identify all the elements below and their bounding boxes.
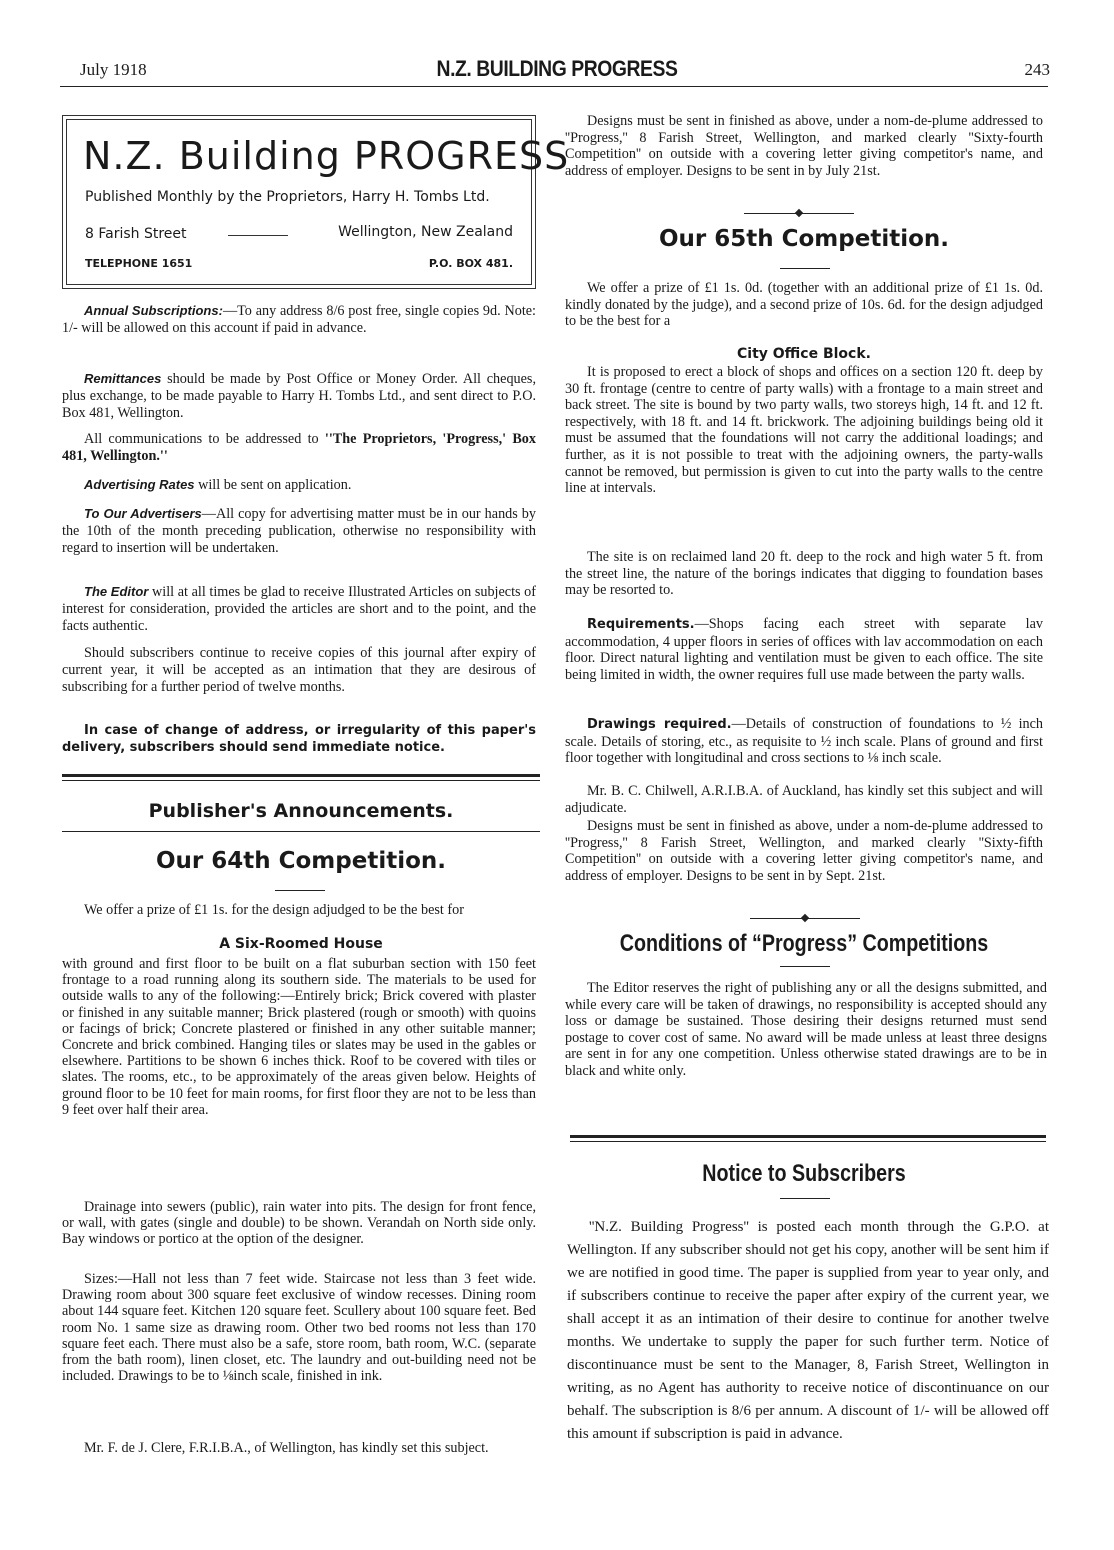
notice-short-rule: [780, 1198, 830, 1199]
advertisers-notice: [62, 505, 536, 557]
ornament-1: [744, 213, 854, 214]
subscriptions-notice: [62, 302, 536, 337]
advertisers-lead: To Our Advertisers: [84, 506, 202, 521]
comp65-heading: Our 65th Competition.: [658, 226, 950, 252]
comp64-short-rule: [275, 890, 325, 891]
masthead-dash: [228, 235, 288, 236]
notice-text: ''N.Z. Building Progress'' is posted each month through the G.P.O. at Wellington. If any subscriber should not get his copy, another will be sent him if we are notified in good time. The paper is supplied from year to year only, and if subscribers continue to receive the paper after expiry of the current year, we shall accept it as an intimation of their desire to continue for another twelve months. We undertake to supply the paper for such further term. Notice of discontinuance must be sent to the Manager, 8, Farish Street, Wellington in writing, as no Agent has authority to receive notice of discontinuance on our behalf. The subscription is 8/6 per annum. A discount of 1/- will be allowed off this amount if subscription is paid in advance.: [567, 1219, 1049, 1442]
masthead-publisher: Published Monthly by the Proprietors, Harry H. Tombs Ltd.: [85, 189, 490, 205]
masthead-po-box: P.O. BOX 481.: [428, 257, 513, 270]
advertising-notice: [62, 476, 536, 494]
subscriptions-lead: Annual Subscriptions:: [84, 303, 223, 318]
masthead-box: [62, 115, 570, 289]
comp64-intro: We offer a prize of £1 1s. for the design adjudged to be the best for: [84, 902, 464, 918]
communications-text: All communications to be addressed to: [84, 431, 325, 447]
communications-address: ''The Proprietors, 'Progress,' Box 481, Wellington.'': [62, 431, 536, 464]
editor-lead: The Editor: [84, 584, 149, 599]
advertising-lead: Advertising Rates: [84, 477, 195, 492]
comp65-subheading: City Office Block.: [737, 346, 871, 362]
comp64-paragraph-1: with ground and first floor to be built on a flat suburban section with 150 feet frontage to a road running along its southern side. The materials to be used for outside walls to any of the following:—Entirely brick; Brick covered with plaster or finished in any suitable manner; Brick plastered (rough or smooth) with quoins or facings of brick; Concrete plastered or finished in any other suitable manner; Concrete and brick combined. Hanging tiles or slates may be used in the gables or elsewhere. Partitions to be shown 6 inches thick. Roof to be covered with tiles or slates. The rooms, etc., to be approximately of the areas given below. Heights of ground floor to be 10 feet for main rooms, for first floor they are not to be less than 9 feet over half their area.: [62, 956, 536, 1118]
conditions-short-rule: [780, 966, 830, 967]
comp65-judge: Mr. B. C. Chilwell, A.R.I.B.A. of Auckland, has kindly set this subject and will adjudicate.: [565, 783, 1043, 816]
issue-date: July 1918: [80, 60, 147, 79]
comp64-paragraph-3: Sizes:—Hall not less than 7 feet wide. Staircase not less than 3 feet wide. Drawing room about 300 square feet exclusive of window recesses. Dining room about 144 square feet. Kitchen 120 square feet. Scullery about 100 square feet. Bed room No. 1 same size as drawing room. Other two bed rooms not less than 170 square feet each. There must also be a safe, store room, bath room, W.C. (separate from the bath room), linen closet, etc. The laundry and out-building need not be included. Drawings to be to ⅛inch scale, finished in ink.: [62, 1271, 536, 1385]
comp64-paragraph-2: Drainage into sewers (public), rain water into pits. The design for front fence, or wall, with gates (single and double) to be shown. Verandah on North side only. Bay windows or portico at the option of the designer.: [62, 1199, 536, 1248]
subscribers-continue-notice: Should subscribers continue to receive copies of this journal after expiry of current year, it will be accepted as an intimation that they are desirous of subscribing for a further period of twelve months.: [62, 645, 536, 695]
conditions-body: The Editor reserves the right of publishing any or all the designs submitted, and while every care will be taken of drawings, no responsibility is accepted should any loss or damage be sustained. Those desiring their designs returned must send postage to cover cost of same. No award will be made unless at least three designs are sent in for any one competition. Unless otherwise stated drawings are to be in black and white only.: [565, 980, 1047, 1079]
page-number: 243: [1024, 60, 1050, 79]
comp65-requirements: [565, 616, 1043, 683]
comp65-paragraph-1: It is proposed to erect a block of shops and offices on a section 120 ft. deep by 30 ft. frontage (centre to centre of party walls) with a frontage to a main street and back street. The site is bound by two party walls, two storeys high, 14 ft. and 12 ft. respectively, with 18 ft. and 14 ft. brickwork. The adjoining buildings being old it must be assumed that the foundations will not carry the additional loadings; and further, as it is not possible to treat with the adjoining owners, the party-walls cannot be removed, but permission is given to cut into the party walls to the centre line at intervals.: [565, 364, 1043, 497]
notice-rule-thin: [570, 1141, 1046, 1142]
masthead-city: Wellington, New Zealand: [338, 224, 513, 240]
advertising-text: will be sent on application.: [194, 477, 352, 493]
comp64-paragraph-4: Mr. F. de J. Clere, F.R.I.B.A., of Wellington, has kindly set this subject.: [84, 1440, 489, 1456]
running-title: N.Z. BUILDING PROGRESS: [436, 56, 678, 81]
comp64-subheading: A Six-Roomed House: [219, 936, 383, 952]
masthead-title: N.Z. Building PROGRESS: [83, 134, 570, 178]
section-rule-thick: [62, 774, 540, 777]
advertisers-text: —All copy for advertising matter must be in our hands by the 10th of the month preceding publication, otherwise no responsibility with regard to insertion will be undertaken.: [62, 506, 536, 556]
section-rule-thin: [62, 780, 540, 781]
announcements-heading: Publisher's Announcements.: [148, 800, 454, 822]
change-of-address-notice: In case of change of address, or irregularity of this paper's delivery, subscribers should send immediate notice.: [62, 723, 536, 755]
conditions-text: [565, 980, 1047, 1079]
editor-text: will at all times be glad to receive Illustrated Articles on subjects of interest for consideration, provided the articles are short and to the point, and the facts authentic.: [62, 584, 537, 634]
remittances-text: should be made by Post Office or Money Order. All cheques, plus exchange, to be made payable to Harry H. Tombs Ltd., and sent direct to P.O. Box 481, Wellington.: [62, 371, 536, 421]
requirements-text: —Shops facing each street with separate lav accommodation, 4 upper floors in series of offices with lav accommodation on each floor. Direct natural lighting and ventilation must be given to each office. The site being limited in width, the owner requires full use made between the party walls.: [565, 616, 1043, 683]
masthead-telephone: TELEPHONE 1651: [85, 257, 193, 270]
notice-heading: Notice to Subscribers: [702, 1160, 906, 1187]
editor-notice: [62, 583, 536, 635]
header-rule: [60, 86, 1048, 87]
comp65-drawings: [565, 716, 1043, 767]
comp65-paragraph-2: The site is on reclaimed land 20 ft. deep to the rock and high water 5 ft. from the street line, the nature of the borings indicates that digging to foundation bases may be resorted to.: [565, 549, 1043, 599]
ornament-2: [750, 918, 860, 919]
comp65-short-rule: [780, 268, 830, 269]
drawings-text: —Details of construction of foundations to ½ inch scale. Details of storing, etc., as requisite to ½ inch scale. Plans of ground and first floor together with longitudinal and cross sections to ⅛ inch scale.: [565, 716, 1043, 767]
announcements-rule: [62, 831, 540, 832]
masthead-street: 8 Farish Street: [85, 226, 187, 242]
designs64-instructions: Designs must be sent in finished as above, under a nom-de-plume addressed to ''Progress,'' 8 Farish Street, Wellington, and marked clearly ''Sixty-fourth Competition'' on outside with a covering letter giving competitor's name, and address of employer. Designs to be sent in by July 21st.: [565, 113, 1043, 179]
remittances-notice: [62, 370, 536, 422]
comp64-heading: Our 64th Competition.: [155, 848, 447, 874]
remittances-lead: Remittances: [84, 371, 162, 386]
communications-notice: [62, 431, 536, 465]
conditions-heading: Conditions of “Progress” Competitions: [619, 930, 989, 957]
notice-rule-thick: [570, 1135, 1046, 1138]
designs65-instructions: Designs must be sent in finished as above, under a nom-de-plume addressed to ''Progress,'' 8 Farish Street, Wellington, and marked clearly ''Sixty-fifth Competition'' on outside with a covering letter giving competitor's name, and address of employer. Designs to be sent in by Sept. 21st.: [565, 818, 1043, 884]
drawings-lead: Drawings required.: [587, 717, 732, 732]
subscriptions-text: —To any address 8/6 post free, single copies 9d. Note: 1/- will be allowed on this account if paid in advance.: [62, 303, 536, 336]
comp65-intro: We offer a prize of £1 1s. 0d. (together with an additional prize of £1 1s. 0d. kindly donated by the judge), and a second prize of 10s. 6d. for the design adjudged to be the best for a: [565, 280, 1043, 329]
requirements-lead: Requirements.: [587, 617, 695, 632]
